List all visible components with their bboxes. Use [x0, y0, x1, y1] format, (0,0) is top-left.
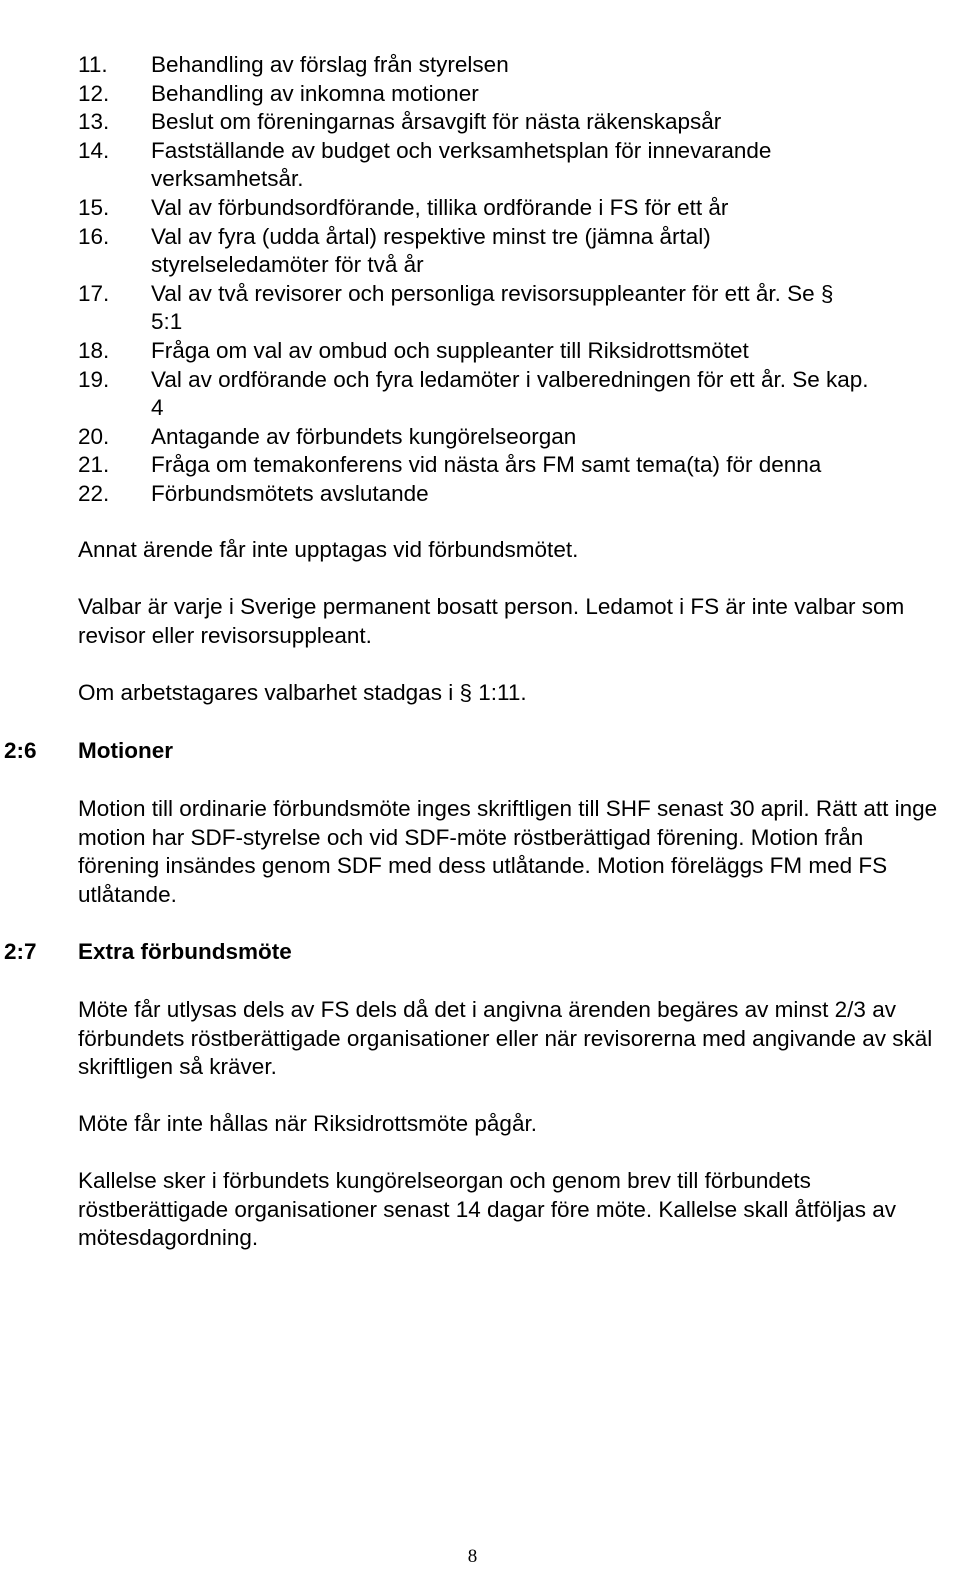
agenda-item [78, 51, 948, 80]
agenda-item-text: Val av förbundsordförande, tillika ordförande i FS för ett år [151, 194, 729, 220]
agenda-item-number: 22. [78, 480, 110, 506]
agenda-item [78, 423, 948, 452]
agenda-item-number: 16. [78, 223, 110, 249]
section-title: Extra förbundsmöte [78, 939, 292, 964]
agenda-item [78, 480, 948, 509]
agenda-item-number: 21. [78, 452, 110, 478]
agenda-item-text: Fråga om val av ombud och suppleanter till Riksidrottsmötet [151, 337, 749, 363]
agenda-item-number: 11. [78, 52, 108, 77]
page-number: 8 [467, 1546, 478, 1567]
agenda-item [78, 137, 948, 194]
agenda-list [78, 51, 948, 509]
agenda-item-text: Val av två revisorer och personliga revisorsuppleanter för ett år. Se § 5:1 [151, 280, 834, 335]
agenda-item [78, 280, 948, 337]
agenda-item [78, 337, 948, 366]
paragraph-motioner: Motion till ordinarie förbundsmöte inges skriftligen till SHF senast 30 april. Rätt att inge motion har SDF-styrelse och vid SDF-möte röstberättigad förening. Motion från förening insändes genom SDF med dess utlåtande. Motion föreläggs FM med FS utlåtande. [78, 796, 938, 907]
section-number: 2:6 [4, 738, 37, 763]
agenda-item [78, 223, 948, 280]
agenda-item-text: Antagande av förbundets kungörelseorgan [151, 423, 577, 449]
agenda-item-number: 14. [78, 137, 110, 163]
section-title: Motioner [78, 738, 173, 763]
paragraph-riksidrottsmote: Möte får inte hållas när Riksidrottsmöte pågår. [78, 1111, 537, 1136]
agenda-item-number: 12. [78, 80, 110, 106]
agenda-item-text: Fastställande av budget och verksamhetsplan för innevarande verksamhetsår. [151, 137, 772, 192]
agenda-item-number: 17. [78, 280, 110, 306]
paragraph-arbetstagare: Om arbetstagares valbarhet stadgas i § 1:11. [78, 680, 527, 705]
agenda-item-number: 20. [78, 423, 110, 449]
agenda-item-number: 18. [78, 337, 110, 363]
paragraph-annat-arende: Annat ärende får inte upptagas vid förbundsmötet. [78, 537, 579, 562]
agenda-item-text: Behandling av inkomna motioner [151, 80, 479, 106]
agenda-item [78, 194, 948, 223]
agenda-item-number: 13. [78, 109, 110, 135]
agenda-item [78, 80, 948, 109]
agenda-item-text: Fråga om temakonferens vid nästa års FM samt tema(ta) för denna [151, 452, 822, 478]
paragraph-kallelse: Kallelse sker i förbundets kungörelseorgan och genom brev till förbundets röstberättigade organisationer senast 14 dagar före möte. Kallelse skall åtföljas av mötesdagordning. [78, 1168, 896, 1251]
paragraph-utlysning: Möte får utlysas dels av FS dels då det i angivna ärenden begäres av minst 2/3 av förbundets röstberättigade organisationer eller när revisorerna med angivande av skäl skriftligen så kräver. [78, 997, 933, 1080]
agenda-item-number: 19. [78, 366, 110, 392]
agenda-item-text: Val av fyra (udda årtal) respektive minst tre (jämna årtal) styrelseledamöter för två år [151, 223, 711, 278]
agenda-item-number: 15. [78, 194, 110, 220]
section-number: 2:7 [4, 939, 37, 964]
agenda-item [78, 108, 948, 137]
agenda-item-text: Beslut om föreningarnas årsavgift för nästa räkenskapsår [151, 109, 722, 135]
paragraph-valbarhet: Valbar är varje i Sverige permanent bosatt person. Ledamot i FS är inte valbar som revisor eller revisorsuppleant. [78, 594, 905, 648]
agenda-item-text: Val av ordförande och fyra ledamöter i valberedningen för ett år. Se kap. 4 [151, 366, 869, 421]
agenda-item-text: Förbundsmötets avslutande [151, 480, 429, 506]
agenda-item-text: Behandling av förslag från styrelsen [151, 52, 509, 77]
agenda-item [78, 366, 948, 423]
agenda-item [78, 451, 948, 480]
